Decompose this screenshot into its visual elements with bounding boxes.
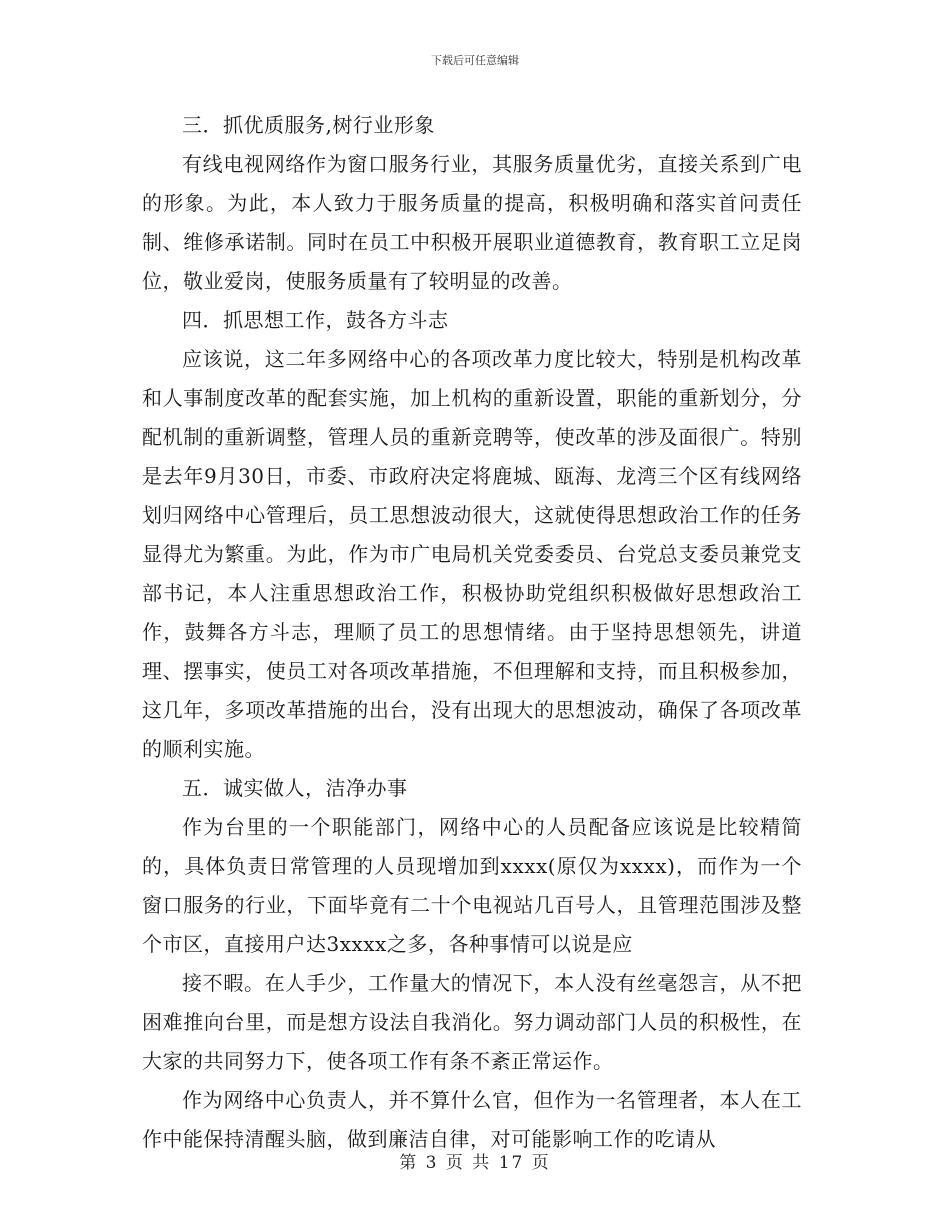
paragraph-service-quality: 有线电视网络作为窗口服务行业，其服务质量优劣，直接关系到广电的形象。为此，本人致力于服务质量的提高，积极明确和落实首问责任制、维修承诺制。同时在员工中积极开展职业道德教育，教育职工立足岗位，敬业爱岗，使服务质量有了较明显的改善。: [142, 152, 802, 293]
page-footer: 第 3 页 共 17 页: [399, 1153, 551, 1173]
section-heading-4: 四．抓思想工作，鼓各方斗志: [182, 308, 449, 332]
document-body: [142, 106, 802, 1159]
page-header: 下载后可任意编辑: [431, 54, 519, 67]
paragraph-integrity: 作为网络中心负责人，并不算什么官，但作为一名管理者，本人在工作中能保持清醒头脑，做到廉洁自律，对可能影响工作的吃请从: [142, 1088, 802, 1151]
section-heading-5: 五．诚实做人，洁净办事: [182, 776, 408, 800]
section-heading-3: 三．抓优质服务,树行业形象: [182, 113, 435, 137]
paragraph-staffing: 作为台里的一个职能部门，网络中心的人员配备应该说是比较精简的，具体负责日常管理的人员现增加到xxxx(原仅为xxxx)，而作为一个窗口服务的行业，下面毕竟有二十个电视站几百号人，且管理范围涉及整个市区，直接用户达3xxxx之多，各种事情可以说是应: [142, 815, 802, 956]
paragraph-ideological-work: 应该说，这二年多网络中心的各项改革力度比较大，特别是机构改革和人事制度改革的配套实施，加上机构的重新设置，职能的重新划分，分配机制的重新调整，管理人员的重新竞聘等，使改革的涉及面很广。特别是去年9月30日，市委、市政府决定将鹿城、瓯海、龙湾三个区有线网络划归网络中心管理后，员工思想波动很大，这就使得思想政治工作的任务显得尤为繁重。为此，作为市广电局机关党委委员、台党总支委员兼党支部书记，本人注重思想政治工作，积极协助党组织积极做好思想政治工作，鼓舞各方斗志，理顺了员工的思想情绪。由于坚持思想领先，讲道理、摆事实，使员工对各项改革措施，不但理解和支持，而且积极参加，这几年，多项改革措施的出台，没有出现大的思想波动，确保了各项改革的顺利实施。: [142, 347, 802, 761]
paragraph-staffing-continued: 接不暇。在人手少，工作量大的情况下，本人没有丝毫怨言，从不把困难推向台里，而是想方设法自我消化。努力调动部门人员的积极性，在大家的共同努力下，使各项工作有条不紊正常运作。: [142, 971, 802, 1073]
